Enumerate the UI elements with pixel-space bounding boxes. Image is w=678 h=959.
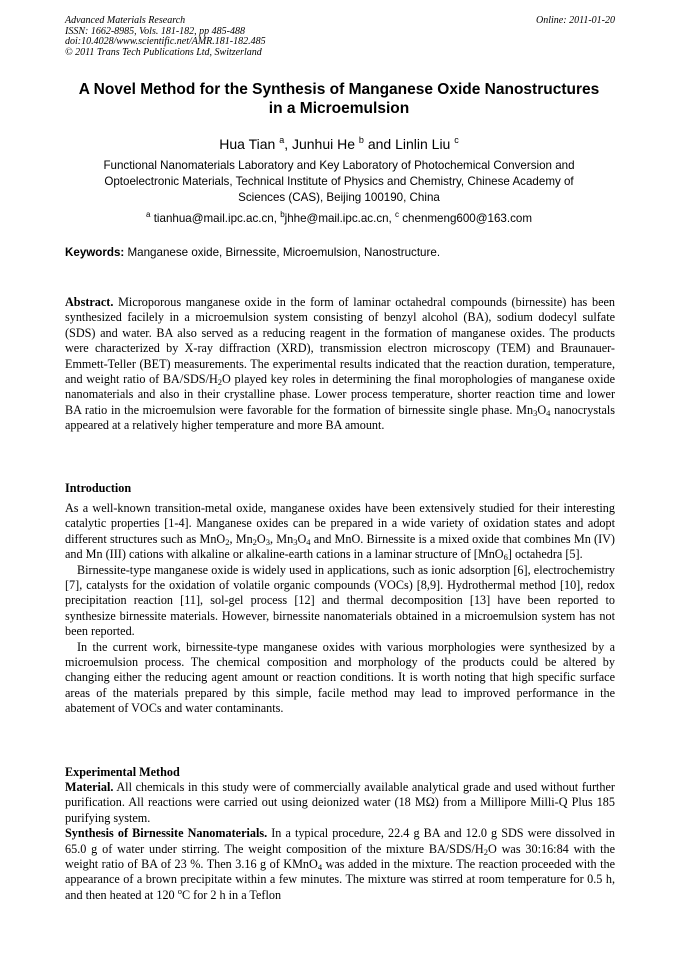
author-1: Hua Tian <box>219 136 276 152</box>
abstract-text: nanocrystals appeared at a relatively higher temperature and more BA amount. <box>65 402 616 433</box>
affiliation-line: Optoelectronic Materials, Technical Institute of Physics and Chemistry, Chinese Academy of <box>104 175 574 188</box>
introduction-body <box>65 501 615 717</box>
subscript: 4 <box>306 536 311 547</box>
affiliation <box>70 158 608 206</box>
paper-title <box>40 80 638 118</box>
subscript: 3 <box>293 536 298 547</box>
author-3-affil: c <box>454 135 459 145</box>
synthesis-paragraph <box>65 826 615 903</box>
intro-paragraph-2: Birnessite-type manganese oxide is widely used in applications, such as ionic adsorption [6], electrochemistry [7], catalysts for the oxidation of volatile organic compounds (VOCs) [8,9]. Hydrothermal method [10], redox precipitation reaction [11], sol-gel process [12] and thermal decomposition [13] have been reported to synthesize birnessite materials. However, birnessite nanomaterials obtained in a microemulsion system has not been reported. <box>65 562 615 639</box>
intro-paragraph-1 <box>65 501 615 563</box>
abstract <box>65 295 615 434</box>
keywords-label: Keywords: <box>65 246 125 259</box>
section-heading-experimental: Experimental Method <box>65 765 180 779</box>
email-affil-marker: b <box>280 210 285 219</box>
intro-paragraph-3: In the current work, birnessite-type manganese oxides with various morphologies were synthesized by a microemulsion process. The chemical composition and morphology of the products could be altered by changing either the reducing agent amount or reaction conditions. It is worth noting that high specific surface areas of the materials prepared by this simple, facile method may lead to improved performance in the abatement of VOCs and water contaminants. <box>65 639 615 716</box>
subscript: 4 <box>546 407 551 418</box>
author-emails <box>40 207 638 226</box>
section-heading-introduction: Introduction <box>65 481 132 495</box>
author-2: Junhui He <box>291 136 356 152</box>
body-text: O <box>256 531 266 546</box>
body-text: , Mn <box>229 531 253 546</box>
body-text: As a well-known transition-metal oxide, manganese oxides have been extensively studied for their interesting catalytic properties [1-4]. Manganese oxides can be prepared in a wide variety of oxidation states and adopt different structures such as MnO <box>65 501 615 546</box>
subscript: 2 <box>483 846 488 857</box>
body-text: All chemicals in this study were of commercially available analytical grade and used without further purification. All reactions were carried out using deionized water (18 MΩ) from a Millipore Milli-Q Plus 185 purifying system. <box>65 780 615 825</box>
email-c: chenmeng600@163.com <box>402 212 532 225</box>
author-3: Linlin Liu <box>395 136 451 152</box>
subscript: 4 <box>317 862 323 873</box>
journal-header <box>65 16 615 58</box>
subsection-label-material: Material. <box>65 780 114 794</box>
doi-line: doi:10.4028/www.scientific.net/AMR.181-182.485 <box>65 36 266 47</box>
issn-line: ISSN: 1662-8985, Vols. 181-182, pp 485-488 <box>65 25 245 37</box>
body-text: ] octahedra [5]. <box>507 547 583 562</box>
abstract-text: O played key roles in determining the final morophologies of manganese oxide nanomaterials and also in their crystalline phase. Lower process temperature, shorter reaction time and lower BA ratio in the microemulsion were favorable for the formation of birnessite single phase. Mn <box>65 372 615 417</box>
author-separator: and <box>363 136 396 152</box>
author-1-affil: a <box>279 135 285 145</box>
author-separator: , <box>284 136 292 152</box>
email-affil-marker: c <box>395 210 400 219</box>
body-text: and MnO. Birnessite is a mixed oxide that combines Mn (IV) and Mn (III) cations with alkaline or alkaline-earth cations in a laminar structure of [MnO <box>65 531 615 562</box>
copyright-line: © 2011 Trans Tech Publications Ltd, Switzerland <box>65 46 262 58</box>
subscript: 3 <box>265 536 270 547</box>
body-text: , Mn <box>269 531 294 546</box>
affiliation-line: Sciences (CAS), Beijing 100190, China <box>238 191 440 204</box>
affiliation-line: Functional Nanomaterials Laboratory and Key Laboratory of Photochemical Conversion and <box>103 159 575 172</box>
author-2-affil: b <box>358 135 364 145</box>
keywords-text: Manganese oxide, Birnessite, Microemulsion, Nanostructure. <box>124 246 441 259</box>
superscript: o <box>177 885 182 896</box>
online-date: Online: 2011-01-20 <box>536 15 615 26</box>
subscript: 6 <box>503 552 508 563</box>
subscript: 2 <box>252 536 257 547</box>
subscript: 3 <box>533 407 538 418</box>
abstract-label: Abstract. <box>65 295 114 309</box>
body-text: was added in the mixture. The reaction proceeded with the appearance of a brown precipitate within a few minutes. The mixture was stirred at room temperature for 0.5 h, and then heated at 120 <box>65 857 615 902</box>
abstract-text: Microporous manganese oxide in the form of laminar octahedral compounds (birnessite) has been synthesized facilely in a microemulsion system consisting of benzyl alcohol (BA), sodium dodecyl sulfate (SDS) and water. BA also served as a reducing reagent in the formation of manganese oxides. The products were characterized by X-ray diffraction (XRD), transmission electron microscopy (TEM) and Braunauer-Emmett-Teller (BET) measurements. The experimental results indicated that the reaction duration, temperature, and weight ratio of BA/SDS/H <box>65 295 615 387</box>
journal-name: Advanced Materials Research <box>65 15 186 26</box>
title-line-1: A Novel Method for the Synthesis of Manganese Oxide Nanostructures <box>78 81 600 98</box>
email-b: jhhe@mail.ipc.ac.cn, <box>284 212 396 225</box>
body-text: O was 30:16:84 with the weight ratio of BA of 23 %. Then 3.16 g of KMnO <box>65 841 616 872</box>
body-text: In a typical procedure, 22.4 g BA and 12.0 g SDS were dissolved in 65.0 g of water under stirring. The weight composition of the mixture BA/SDS/H <box>65 826 615 856</box>
keywords <box>65 245 615 260</box>
author-list <box>40 131 638 153</box>
abstract-paragraph <box>65 295 615 434</box>
email-affil-marker: a <box>146 210 151 219</box>
experimental-body <box>65 780 615 903</box>
material-paragraph <box>65 780 615 826</box>
title-line-2: in a Microemulsion <box>268 100 410 117</box>
email-a: tianhua@mail.ipc.ac.cn, <box>153 212 281 225</box>
subscript: 2 <box>217 377 223 388</box>
subsection-label-synthesis: Synthesis of Birnessite Nanomaterials. <box>65 826 268 841</box>
body-text: O <box>297 531 307 546</box>
subscript: 2 <box>225 536 230 547</box>
abstract-text: O <box>537 402 547 417</box>
body-text: C for 2 h in a Teflon <box>181 887 282 902</box>
